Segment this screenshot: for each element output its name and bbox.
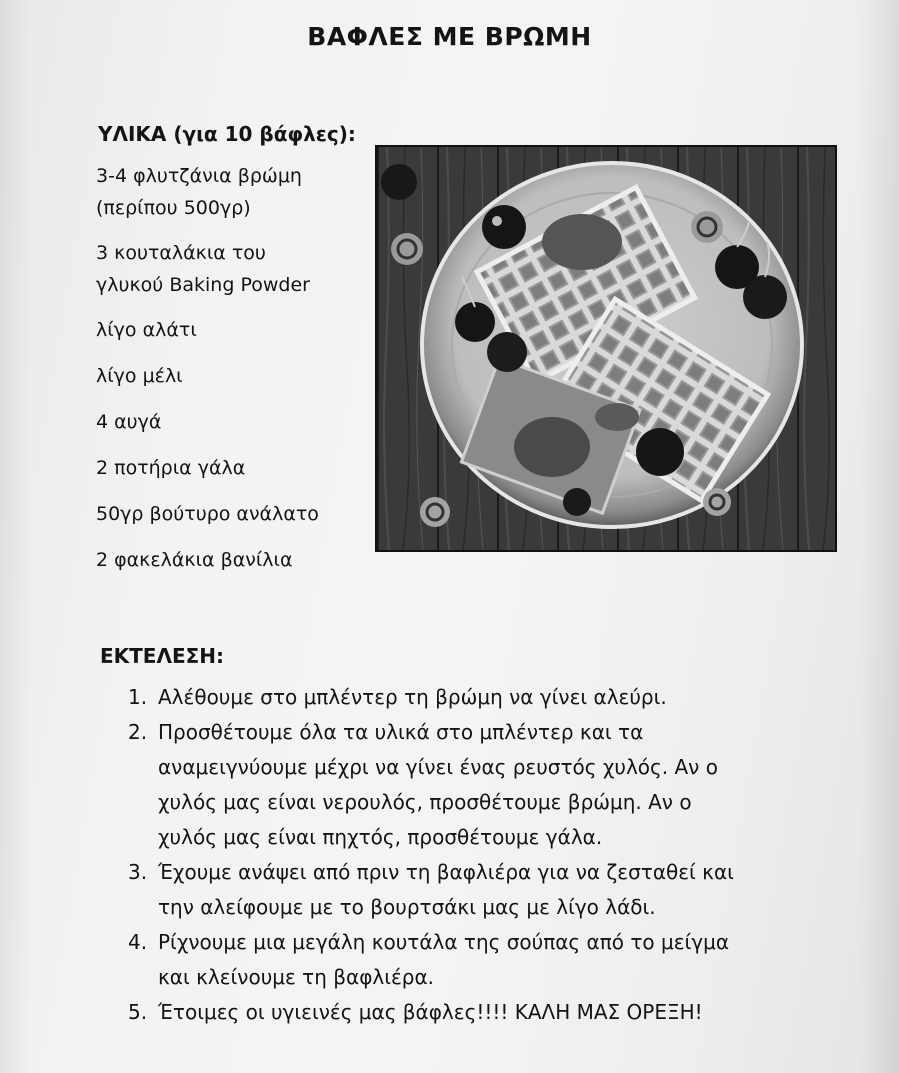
paper-shadow-left — [0, 0, 30, 1073]
step-line: αναμειγνύουμε μέχρι να γίνει ένας ρευστός χυλός. Αν ο — [158, 755, 718, 779]
ingredient-line: 4 αυγά — [96, 411, 162, 433]
step-number: 3. — [128, 860, 148, 884]
execution-step — [128, 855, 868, 925]
ingredient-item — [96, 452, 371, 484]
ingredient-item — [96, 314, 371, 346]
ingredients-heading: ΥΛΙΚΑ (για 10 βάφλες): — [98, 122, 356, 146]
ingredient-line: 2 ποτήρια γάλα — [96, 457, 246, 479]
step-line: την αλείφουμε με το βουρτσάκι μας με λίγο λάδι. — [158, 895, 656, 919]
ingredient-line: 50γρ βούτυρο ανάλατο — [96, 503, 319, 525]
step-line: χυλός μας είναι πηχτός, προσθέτουμε γάλα. — [158, 825, 603, 849]
ingredient-item — [96, 237, 371, 301]
step-number: 1. — [128, 685, 148, 709]
step-line: και κλείνουμε τη βαφλιέρα. — [158, 965, 435, 989]
execution-step — [128, 995, 868, 1030]
step-line: Ρίχνουμε μια μεγάλη κουτάλα της σούπας από το μείγμα — [158, 930, 730, 954]
ingredient-item — [96, 498, 371, 530]
ingredient-line: 3-4 φλυτζάνια βρώμη — [96, 165, 302, 187]
execution-step — [128, 925, 868, 995]
ingredient-item — [96, 406, 371, 438]
ingredient-item — [96, 360, 371, 392]
ingredient-item — [96, 544, 371, 576]
ingredient-line: 2 φακελάκια βανίλια — [96, 549, 293, 571]
ingredient-line: 3 κουταλάκια του — [96, 242, 266, 264]
recipe-title: ΒΑΦΛΕΣ ΜΕ ΒΡΩΜΗ — [307, 22, 592, 51]
ingredient-item — [96, 160, 371, 224]
step-number: 4. — [128, 930, 148, 954]
execution-heading: ΕΚΤΕΛΕΣΗ: — [100, 644, 225, 668]
ingredient-line: γλυκού Baking Powder — [96, 274, 310, 296]
ingredient-line: λίγο αλάτι — [96, 319, 197, 341]
ingredient-line: λίγο μέλι — [96, 365, 183, 387]
step-number: 5. — [128, 1000, 148, 1024]
step-line: Προσθέτουμε όλα τα υλικά στο μπλέντερ και τα — [158, 720, 644, 744]
step-line: Έτοιμες οι υγιεινές μας βάφλες!!!! ΚΑΛΗ ΜΑΣ ΟΡΕΞΗ! — [158, 1000, 703, 1024]
execution-step — [128, 715, 868, 855]
execution-step — [128, 680, 868, 715]
ingredients-list — [96, 160, 371, 590]
step-line: Αλέθουμε στο μπλέντερ τη βρώμη να γίνει αλεύρι. — [158, 685, 667, 709]
step-number: 2. — [128, 720, 148, 744]
execution-steps — [128, 680, 868, 1030]
step-line: Έχουμε ανάψει από πριν τη βαφλιέρα για να ζεσταθεί και — [158, 860, 734, 884]
step-line: χυλός μας είναι νερουλός, προσθέτουμε βρώμη. Αν ο — [158, 790, 692, 814]
ingredient-line: (περίπου 500γρ) — [96, 197, 251, 219]
waffles-photo — [375, 145, 837, 552]
